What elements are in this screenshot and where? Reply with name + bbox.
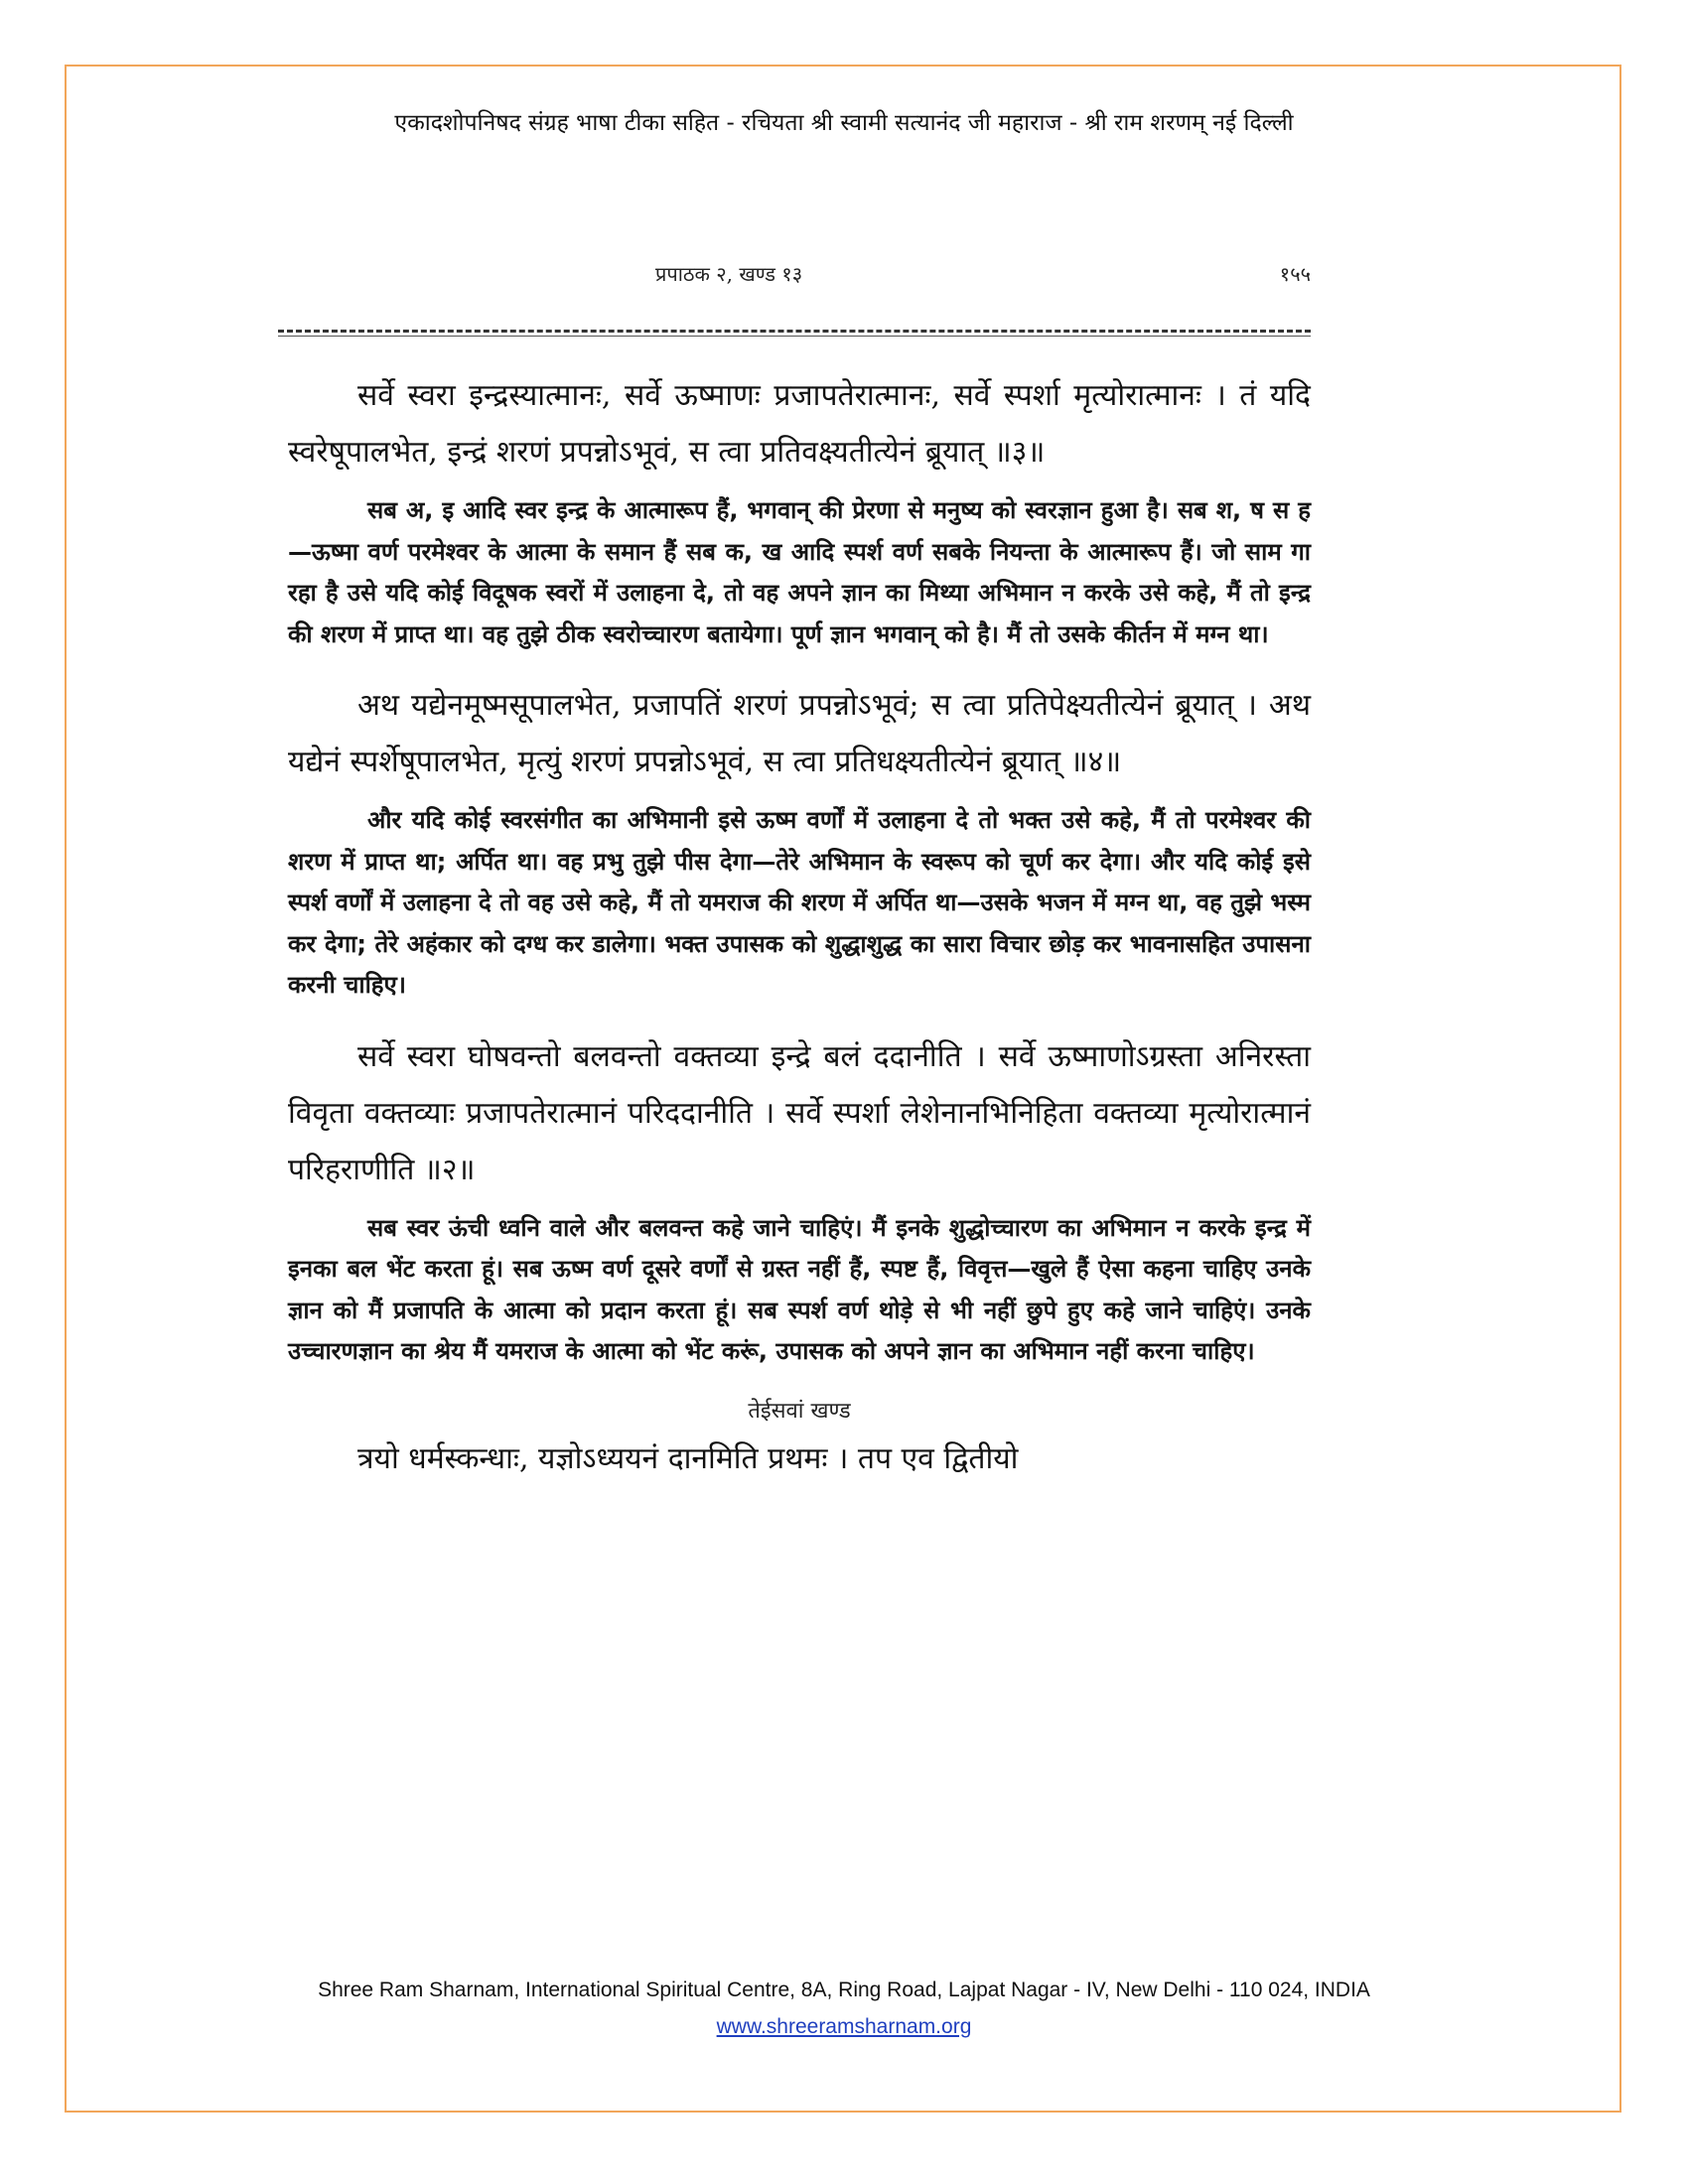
page-top-line <box>278 260 1311 300</box>
commentary-paragraph: और यदि कोई स्वरसंगीत का अभिमानी इसे ऊष्म वर्णों में उलाहना दे तो भक्त उसे कहे, मैं तो परमेश्वर की शरण में प्राप्त था; अर्पित था। वह प्रभु तुझे पीस देगा—तेरे अभिमान के स्वरूप को चूर्ण कर देगा। और यदि कोई इसे स्पर्श वर्णों में उलाहना दे तो वह उसे कहे, मैं तो यमराज की शरण में अर्पित था—उसके भजन में मग्न था, वह तुझे भस्म कर देगा; तेरे अहंकार को दग्ध कर डालेगा। भक्त उपासक को शुद्धाशुद्ध का सारा विचार छोड़ कर भावनासहित उपासना करनी चाहिए। <box>288 806 1311 999</box>
header-divider-thin <box>278 336 1311 337</box>
commentary-paragraph: सब अ, इ आदि स्वर इन्द्र के आत्मारूप हैं, भगवान् की प्रेरणा से मनुष्य को स्वरज्ञान हुआ है। सब श, ष स ह—ऊष्मा वर्ण परमेश्वर के आत्मा के समान हैं सब क, ख आदि स्पर्श वर्ण सबके नियन्ता के आत्मारूप हैं। जो साम गा रहा है उसे यदि कोई विदूषक स्वरों में उलाहना दे, तो वह अपने ज्ञान का मिथ्या अभिमान न करके उसे कहे, मैं तो इन्द्र की शरण में प्राप्त था। वह तुझे ठीक स्वरोच्चारण बतायेगा। पूर्ण ज्ञान भगवान् को है। मैं तो उसके कीर्तन में मग्न था। <box>288 496 1311 648</box>
footer-website <box>0 2015 1688 2039</box>
sanskrit-verse-3: सर्वे स्वरा इन्द्रस्यात्मानः, सर्वे ऊष्माणः प्रजापतेरात्मानः, सर्वे स्पर्शा मृत्योरात्मानः । तं यदि स्वरेषूपालभेत, इन्द्रं शरणं प्रपन्नोऽभूवं, स त्वा प्रतिवक्ष्यतीत्येनं ब्रूयात् ॥३॥ <box>288 378 1311 470</box>
footer-address: Shree Ram Sharnam, International Spiritual Centre, 8A, Ring Road, Lajpat Nagar - IV, New Delhi - 110 024, INDIA <box>318 1979 1370 2001</box>
sanskrit-verse-next: त्रयो धर्मस्कन्धाः, यज्ञोऽध्ययनं दानमिति प्रथमः । तप एव द्वितीयो <box>357 1440 1019 1476</box>
document-header: एकादशोपनिषद संग्रह भाषा टीका सहित - रचियता श्री स्वामी सत्यानंद जी महाराज - श्री राम शरणम् नई दिल्ली <box>394 110 1294 136</box>
sanskrit-verse-2: सर्वे स्वरा घोषवन्तो बलवन्तो वक्तव्या इन्द्रे बलं ददानीति । सर्वे ऊष्माणोऽग्रस्ता अनिरस्ता विवृता वक्तव्याः प्रजापतेरात्मानं परिददानीति । सर्वे स्पर्शा लेशेनानभिनिहिता वक्तव्या मृत्योरात्मानं परिहराणीति ॥२॥ <box>288 1038 1311 1187</box>
running-head: प्रपाठक २, खण्ड १३ <box>655 262 803 286</box>
page-number: १५५ <box>1279 262 1311 286</box>
commentary-paragraph: सब स्वर ऊंची ध्वनि वाले और बलवन्त कहे जाने चाहिएं। मैं इनके शुद्धोच्चारण का अभिमान न करके इन्द्र में इनका बल भेंट करता हूं। सब ऊष्म वर्ण दूसरे वर्णों से ग्रस्त नहीं हैं, स्पष्ट हैं, विवृत्त—खुले हैं ऐसा कहना चाहिए उनके ज्ञान को मैं प्रजापति के आत्मा को प्रदान करता हूं। सब स्पर्श वर्ण थोड़े से भी नहीं छुपे हुए कहे जाने चाहिएं। उनके उच्चारणज्ञान का श्रेय मैं यमराज के आत्मा को भेंट करूं, उपासक को अपने ज्ञान का अभिमान नहीं करना चाहिए। <box>288 1213 1311 1365</box>
sanskrit-verse-4: अथ यद्येनमूष्मसूपालभेत, प्रजापतिं शरणं प्रपन्नोऽभूवं; स त्वा प्रतिपेक्ष्यतीत्येनं ब्रूयात् । अथ यद्येनं स्पर्शेषूपालभेत, मृत्युं शरणं प्रपन्नोऽभूवं, स त्वा प्रतिधक्ष्यतीत्येनं ब्रूयात् ॥४॥ <box>288 688 1311 779</box>
page-body <box>288 367 1311 1497</box>
header-divider <box>278 330 1311 333</box>
website-link[interactable]: www.shreeramsharnam.org <box>716 2015 972 2038</box>
section-heading: तेईसवां खण्ड <box>748 1398 851 1424</box>
